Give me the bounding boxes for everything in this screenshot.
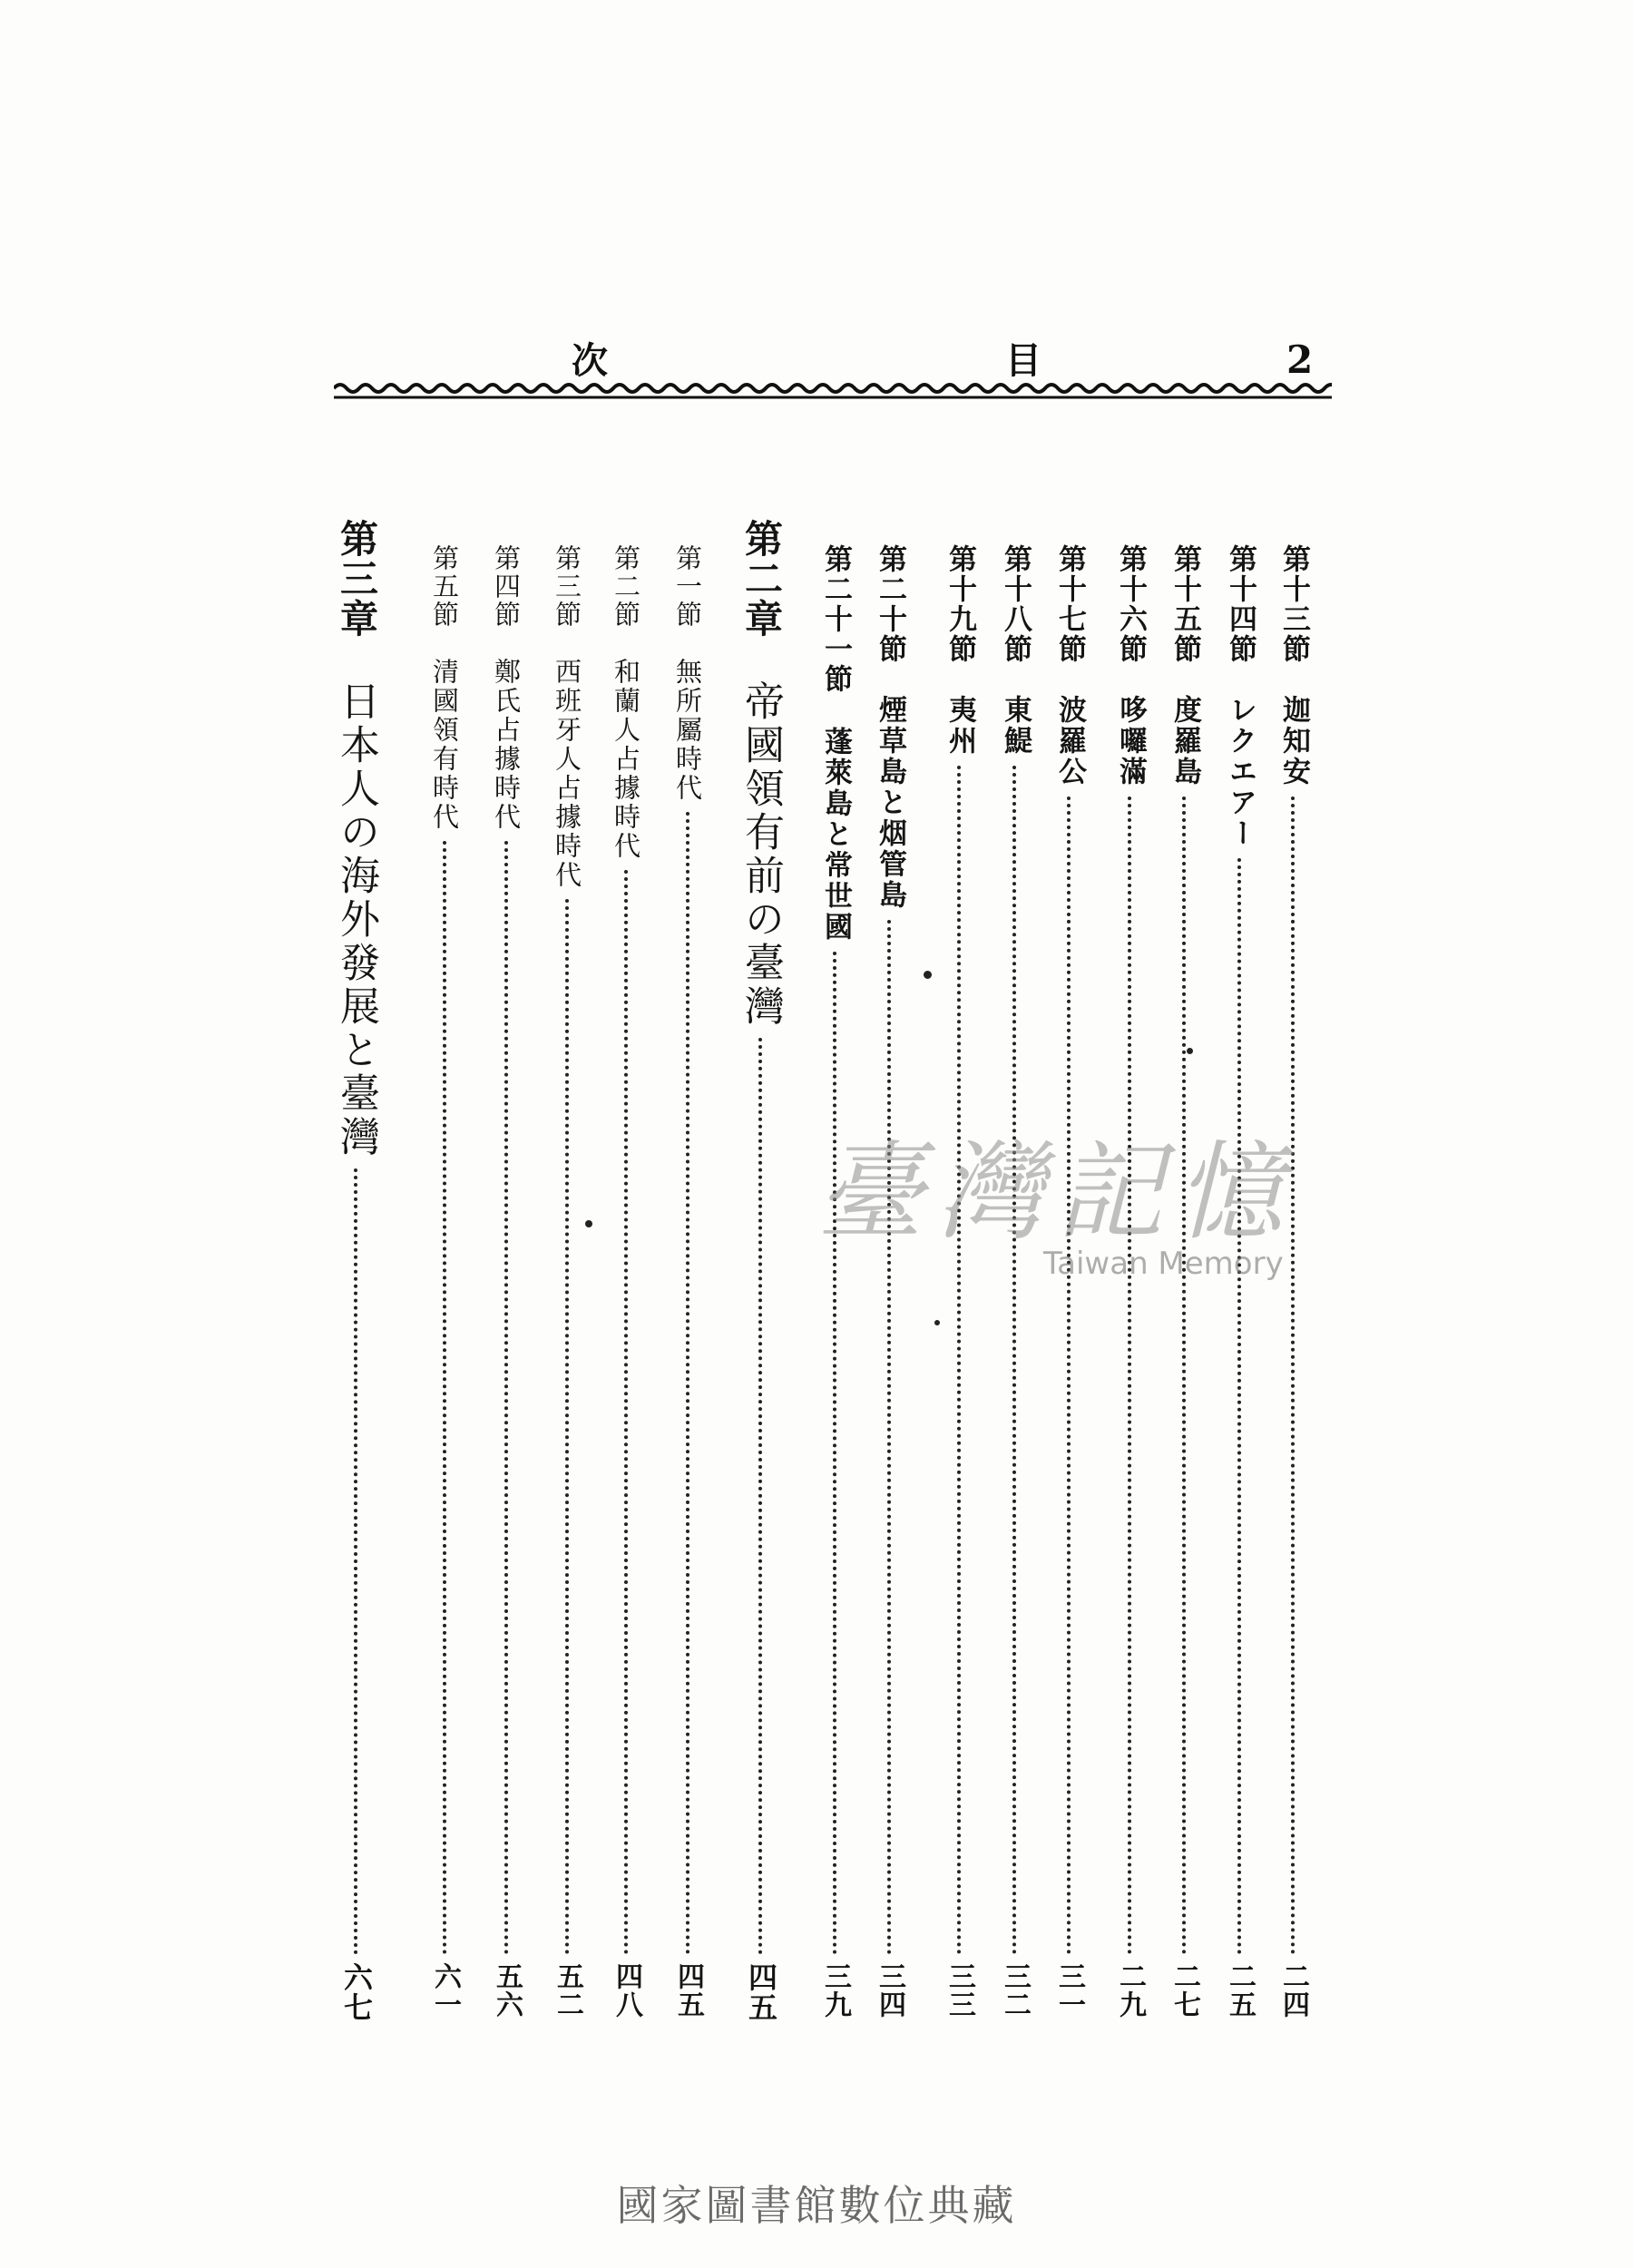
page-reference: 二七 bbox=[1169, 1962, 1200, 2019]
section-title: 和蘭人占據時代 bbox=[611, 658, 641, 861]
page-reference: 四五 bbox=[672, 1962, 704, 2019]
running-header-title-mu: 目 bbox=[1005, 339, 1041, 382]
section-title: 迦知安 bbox=[1277, 695, 1310, 787]
chapter-title: 日本人の海外發展と臺灣 bbox=[333, 680, 379, 1159]
page-reference: 三一 bbox=[1053, 1962, 1085, 2019]
leader-dots bbox=[1012, 766, 1020, 1955]
page-reference: 二九 bbox=[1114, 1962, 1146, 2019]
leader-dots bbox=[354, 1168, 361, 1955]
section-title: 東鯷 bbox=[999, 695, 1032, 757]
leader-dots bbox=[1182, 797, 1189, 1955]
leader-dots bbox=[443, 841, 450, 1955]
ink-speck bbox=[934, 1320, 940, 1325]
section-title: 西班牙人占據時代 bbox=[552, 658, 582, 890]
page-reference: 三三 bbox=[944, 1962, 975, 2019]
section-title: 夷州 bbox=[944, 695, 976, 757]
leader-dots bbox=[758, 1038, 766, 1955]
running-header-title-ji: 次 bbox=[572, 339, 608, 382]
chapter-number: 第二章 bbox=[739, 519, 784, 639]
section-title: 蓬萊島と常世國 bbox=[819, 727, 852, 943]
page-reference: 六一 bbox=[429, 1962, 461, 2019]
section-number: 第二十一節 bbox=[819, 544, 852, 694]
section-number: 第十三節 bbox=[1277, 544, 1310, 664]
section-number: 第十八節 bbox=[999, 544, 1032, 664]
wavy-header-rule bbox=[334, 379, 1332, 403]
ink-speck bbox=[1187, 1048, 1193, 1054]
section-title: 鄭氏占據時代 bbox=[491, 658, 522, 832]
leader-dots bbox=[833, 952, 840, 1955]
page-reference: 五二 bbox=[552, 1962, 583, 2019]
watermark-english: Taiwan Memory bbox=[1043, 1246, 1284, 1282]
leader-dots bbox=[1128, 797, 1135, 1955]
section-number: 第二十節 bbox=[874, 544, 906, 664]
section-number: 第三節 bbox=[552, 544, 582, 629]
page-number: 2 bbox=[1286, 337, 1314, 382]
section-title: 清國領有時代 bbox=[429, 658, 460, 832]
section-number: 第十四節 bbox=[1224, 544, 1257, 664]
section-number: 第十七節 bbox=[1053, 544, 1086, 664]
section-number: 第五節 bbox=[429, 544, 460, 629]
page-reference: 四五 bbox=[744, 1962, 778, 2022]
leader-dots bbox=[1291, 797, 1298, 1955]
page-reference: 四八 bbox=[611, 1962, 642, 2019]
section-number: 第十六節 bbox=[1114, 544, 1147, 664]
leader-dots bbox=[686, 812, 693, 1955]
section-title: レクエアー bbox=[1224, 695, 1257, 849]
section-number: 第四節 bbox=[491, 544, 522, 629]
leader-dots bbox=[1067, 797, 1074, 1955]
page-reference: 六七 bbox=[339, 1962, 374, 2022]
page-reference: 三四 bbox=[874, 1962, 905, 2019]
library-footer: 國家圖書館數位典藏 bbox=[616, 2181, 1017, 2230]
page-reference: 三二 bbox=[999, 1962, 1031, 2019]
leader-dots bbox=[957, 766, 964, 1955]
chapter-number: 第三章 bbox=[335, 519, 379, 639]
section-number: 第一節 bbox=[672, 544, 703, 629]
section-title: 哆囉滿 bbox=[1114, 695, 1147, 787]
leader-dots bbox=[624, 870, 631, 1955]
section-number: 第十五節 bbox=[1169, 544, 1201, 664]
page-reference: 三九 bbox=[819, 1962, 851, 2019]
leader-dots bbox=[504, 841, 512, 1955]
section-title: 無所屬時代 bbox=[672, 658, 703, 803]
leader-dots bbox=[887, 920, 895, 1955]
chapter-title: 帝國領有前の臺灣 bbox=[738, 680, 784, 1029]
page-reference: 二五 bbox=[1224, 1962, 1256, 2019]
section-title: 波羅公 bbox=[1053, 695, 1086, 787]
section-number: 第二節 bbox=[611, 544, 641, 629]
page-reference: 二四 bbox=[1277, 1962, 1309, 2019]
leader-dots bbox=[565, 899, 572, 1955]
page-reference: 五六 bbox=[491, 1962, 523, 2019]
section-number: 第十九節 bbox=[944, 544, 976, 664]
watermark bbox=[816, 1129, 1296, 1282]
section-title: 度羅島 bbox=[1169, 695, 1201, 787]
watermark-chinese: 臺灣記憶 bbox=[816, 1129, 1296, 1255]
leader-dots bbox=[1237, 858, 1245, 1955]
section-title: 煙草島と烟管島 bbox=[874, 695, 906, 911]
ink-speck bbox=[585, 1220, 592, 1227]
ink-speck bbox=[924, 971, 932, 979]
